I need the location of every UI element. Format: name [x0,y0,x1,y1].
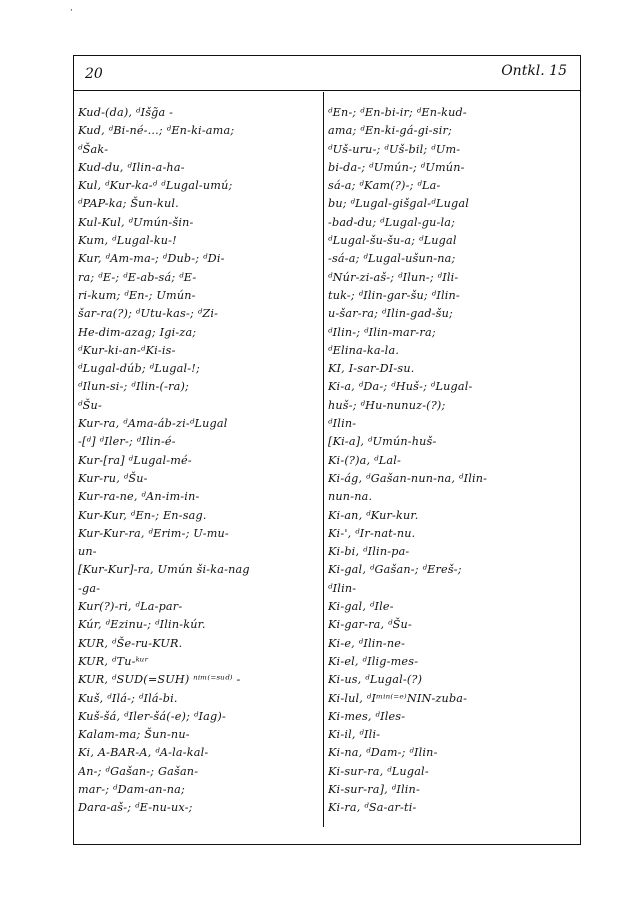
entry-line: Ki-a, ᵈDa-; ᵈHuš-; ᵈLugal- [328,380,473,394]
entry-line: Kur-ra, ᵈAma-áb-zi-ᵈLugal [78,417,228,431]
entry-line: KUR, ᵈSUD(=SUH) ⁿⁱᵐ⁽⁼ˢᵘᵈ⁾ - [78,673,241,687]
entry-line: -ga- [78,581,101,595]
entry-line: Kur-ra-ne, ᵈAn-im-in- [78,490,200,504]
entry-line: Ki, A-BAR-A, ᵈA-la-kal- [78,746,209,760]
entry-line: Ki-gal, ᵈIle- [328,600,394,614]
entry-line: ra; ᵈE-; ᵈE-ab-sá; ᵈE- [78,270,197,284]
entry-line: Kuš-šá, ᵈIler-šá(-e); ᵈIag)- [78,709,226,723]
entry-line: Ki-an, ᵈKur-kur. [328,508,419,522]
entry-line: bi-da-; ᵈUmún-; ᵈUmún- [328,160,465,174]
entry-line: -[ᵈ] ᵈIler-; ᵈIlin-é- [78,435,176,449]
entry-line: ᵈLugal-šu-šu-a; ᵈLugal [328,234,457,248]
entry-line: Ki-sur-ra, ᵈLugal- [328,764,429,778]
entry-line: Ki-il, ᵈIli- [328,728,381,742]
entry-line: Ki-sur-ra], ᵈIlin- [328,782,420,796]
entry-line: ri-kum; ᵈEn-; Umún- [78,288,196,302]
entry-line: KUR, ᵈŠe-ru-KUR. [78,636,183,650]
entry-line: [Ki-a], ᵈUmún-huš- [328,435,437,449]
entry-line: Kud-(da), ᵈIšg̃a - [78,106,174,119]
entry-line: Ki-gal, ᵈGašan-; ᵈEreš-; [328,563,462,577]
entry-line: Kur-[ra] ᵈLugal-mé- [78,453,192,467]
entry-line: Ki-us, ᵈLugal-(?) [328,673,423,687]
entry-line: sá-a; ᵈKam(?)-; ᵈLa- [328,179,441,193]
entry-line: Kud-du, ᵈIlin-a-ha- [78,160,185,174]
column-divider [323,92,324,827]
entry-line: ama; ᵈEn-ki-gá-gi-sir; [328,124,453,138]
entry-line: Kur, ᵈAm-ma-; ᵈDub-; ᵈDi- [78,252,225,266]
entry-line: ᵈKur-ki-an-ᵈKi-is- [78,343,176,357]
margin-mark: · [70,6,73,16]
entry-line: Kúr, ᵈEzinu-; ᵈIlin-kúr. [78,618,206,632]
entry-line: Kur-Kur-ra, ᵈErim-; U-mu- [78,526,229,540]
entry-line: Kur(?)-ri, ᵈLa-par- [78,600,183,614]
entry-line: Ki-mes, ᵈIles- [328,709,406,723]
entry-line: un- [78,545,97,559]
entry-line: ᵈŠak- [78,142,109,156]
entry-line: ᵈLugal-dúb; ᵈLugal-!; [78,362,200,376]
entry-line: u-šar-ra; ᵈIlin-gad-šu; [328,307,453,321]
entry-line: He-dim-azag; Igi-za; [78,325,197,339]
entry-line: ᵈIlun-si-; ᵈIlin-(-ra); [78,380,190,394]
entry-line: An-; ᵈGašan-; Gašan- [78,764,199,778]
entry-line: [Kur-Kur]-ra, Umún ši-ka-nag [78,563,250,577]
entry-line: -bad-du; ᵈLugal-gu-la; [328,215,456,229]
entry-line: ᵈIlin- [328,417,357,431]
entry-line: Ki-e, ᵈIlin-ne- [328,636,406,650]
entry-line: Ki-na, ᵈDam-; ᵈIlin- [328,746,438,760]
entry-line: bu; ᵈLugal-gišgal-ᵈLugal [328,197,469,211]
entry-line: Kuš, ᵈIlá-; ᵈIlá-bi. [78,691,178,705]
entry-line: Kur-Kur, ᵈEn-; En-sag. [78,508,207,522]
entry-line: mar-; ᵈDam-an-na; [78,782,185,796]
entry-line: Ki-bi, ᵈIlin-pa- [328,545,410,559]
entry-line: Kul, ᵈKur-ka-ᵈ ᵈLugal-umú; [78,179,233,193]
entry-line: ᵈŠu- [78,398,102,412]
entry-line: ᵈIlin-; ᵈIlin-mar-ra; [328,325,436,339]
entry-line: Ki-(?)a, ᵈLal- [328,453,401,467]
entry-line: ᵈIlin- [328,581,357,595]
entry-line: Dara-aš-; ᵈE-nu-ux-; [78,801,193,815]
entry-line: ᵈPAP-ka; Šun-kul. [78,197,179,211]
entry-line: Kalam-ma; Šun-nu- [78,728,190,742]
entry-line: šar-ra(?); ᵈUtu-kas-; ᵈZi- [78,307,219,321]
entry-line: ᵈElina-ka-la. [328,343,400,357]
left-column [78,104,320,818]
entry-line: nun-na. [328,490,373,504]
page-number: 20 [85,66,103,82]
entry-line: Ki-', ᵈIr-nat-nu. [328,526,416,540]
entry-line: tuk-; ᵈIlin-gar-šu; ᵈIlin- [328,288,460,302]
running-head: Ontkl. 15 [501,63,567,79]
header-rule [73,90,581,91]
entry-line: Ki-lul, ᵈIᵐⁱⁿ⁽⁼ᵉ⁾NIN-zuba- [328,691,468,705]
entry-line: huš-; ᵈHu-nunuz-(?); [328,398,446,412]
entry-line: ᵈUš-uru-; ᵈUš-bil; ᵈUm- [328,142,461,156]
entry-line: Kud, ᵈBi-né-...; ᵈEn-ki-ama; [78,124,235,138]
entry-line: Ki-ra, ᵈSa-ar-ti- [328,801,417,815]
entry-line: -sá-a; ᵈLugal-ušun-na; [328,252,456,266]
entry-line: Kul-Kul, ᵈUmún-šin- [78,215,194,229]
entry-line: Ki-gar-ra, ᵈŠu- [328,618,412,632]
entry-line: Kur-ru, ᵈŠu- [78,471,148,485]
entry-line: Kum, ᵈLugal-ku-! [78,234,177,248]
entry-line: KUR, ᵈTu-ᵏᵘʳ [78,654,149,668]
entry-line: Ki-ág, ᵈGašan-nun-na, ᵈIlin- [328,471,488,485]
entry-line: KI, I-sar-DI-su. [328,362,415,376]
entry-line: ᵈEn-; ᵈEn-bi-ir; ᵈEn-kud- [328,106,467,119]
right-column [328,104,578,818]
entry-line: Ki-el, ᵈIlig-mes- [328,654,419,668]
entry-line: ᵈNúr-zi-aš-; ᵈIlun-; ᵈIli- [328,270,459,284]
